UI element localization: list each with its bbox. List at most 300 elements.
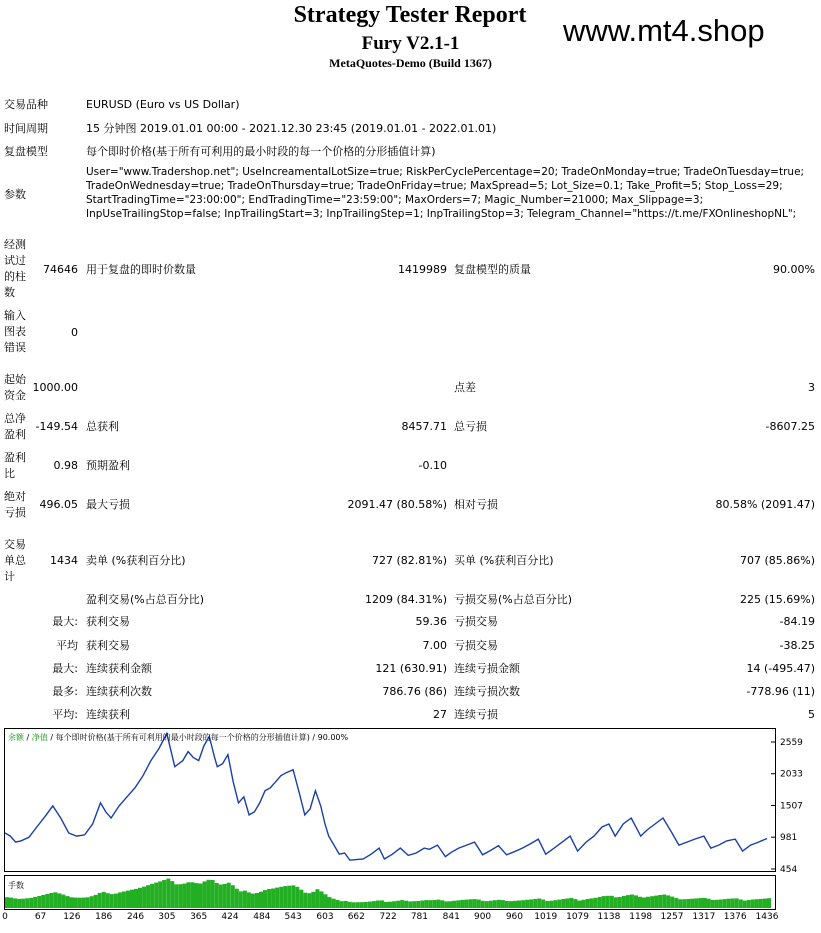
volume-bar [396,901,400,908]
volume-bar [299,890,303,908]
x-tick-label: 722 [379,912,397,922]
volume-bar [49,893,53,908]
volume-bar [432,900,436,908]
volume-bar [743,901,747,908]
y-tick-label: 981 [780,833,798,844]
volume-bar [727,899,731,908]
volume-bar [731,899,735,909]
symbol-label: 交易品种 [4,98,48,111]
volume-bar [428,900,432,908]
volume-bar [25,898,29,908]
volume-bar [630,895,634,909]
volume-bar [118,892,122,908]
row-value-right: -84.19 [779,615,815,628]
params-line: User="www.Tradershop.net"; UseIncreamentalLotSize=true; RiskPerCyclePercentage=20; TradeOnMonday=true; TradeOnTuesday=true; [86,166,805,178]
x-tick-label: 305 [158,912,176,922]
row-value-left: 7.00 [422,639,447,652]
grossprofit-label: 总获利 [86,420,119,433]
x-tick-label: 960 [505,912,524,922]
volume-bar [711,900,715,908]
volume-bar [586,899,590,908]
volume-bar [622,896,626,908]
volume-bar [126,891,130,908]
spread-value: 3 [808,381,815,394]
report-title: Strategy Tester Report [293,2,527,28]
volume-bar [134,889,138,908]
volume-bar [102,892,106,908]
volume-bar [41,895,45,908]
volume-bar [311,892,315,908]
x-tick-label: 0 [2,912,8,922]
bars-label: 经测试过的柱数 [4,238,26,299]
x-axis-ticks [2,912,779,922]
x-tick-label: 781 [410,912,429,922]
volume-bar [251,894,255,908]
volume-bar [267,889,271,908]
volume-bar [489,901,493,908]
volume-bar [654,896,658,908]
volume-bar [565,899,569,909]
balance-chart [4,728,819,922]
row-value-left: 786.76 (86) [382,685,447,698]
row-value-right: -778.96 (11) [746,685,815,698]
volume-bar [74,898,78,908]
volume-bar [594,898,598,908]
x-tick-label: 900 [473,912,492,922]
volume-bar [541,900,545,909]
volume-bar [110,894,114,908]
volume-bar [420,901,424,909]
row-value-right: 14 (-495.47) [746,662,815,675]
ticks-value: 1419989 [398,263,447,276]
row-value-right: 5 [808,708,815,721]
volume-bar [263,890,267,908]
payoff-value: -0.10 [418,459,447,472]
volume-bar [767,898,771,908]
volume-bar [497,900,501,908]
volume-bar [505,901,509,908]
y-tick-label: 2033 [780,769,803,780]
volume-bar [53,892,57,908]
row-label-left: 连续获利次数 [86,685,152,698]
volume-bar [457,900,461,908]
params-line: StartTradingTime="23:00:00"; EndTradingTime="23:59:00"; MaxOrders=7; Magic_Number=21000; Max_Slippage=3; [86,194,704,206]
volume-bar [174,884,178,908]
volume-bar [670,897,674,908]
maxdd-label: 最大亏损 [86,498,130,511]
volume-bar [9,898,13,908]
quality-value: 90.00% [773,263,815,276]
x-tick-label: 484 [253,912,271,922]
volume-bar [658,895,662,908]
row-prefix: 最多: [52,685,78,698]
volume-bar [537,899,541,909]
trades-value: 1434 [50,554,78,567]
volume-bar [211,880,215,908]
row-label-right: 连续亏损 [454,708,498,721]
volume-bar [114,894,118,908]
netprofit-label: 总净盈利 [4,412,26,441]
x-tick-label: 246 [126,912,145,922]
volume-bar [21,899,25,908]
volume-bar [440,900,444,908]
volume-bar [98,893,102,908]
row-value-left: 27 [433,708,447,721]
volume-bar [634,895,638,908]
volume-bar [445,901,449,908]
trades-label: 交易单总计 [4,538,26,583]
row-label-left: 获利交易 [86,615,130,628]
volume-bar [303,893,307,908]
volume-bar [195,883,199,908]
volume-bar [352,902,356,908]
volume-bar [376,901,380,909]
volume-bar [61,895,65,908]
volume-bar [561,899,565,908]
period-label: 时间周期 [4,122,48,135]
volume-bar [509,901,513,908]
spread-label: 点差 [454,381,476,394]
volume-bar [400,900,404,908]
volume-bar [271,889,275,909]
volume-bar [682,899,686,908]
profit-trades-value: 1209 (84.31%) [364,593,447,606]
volume-bar [513,901,517,908]
symbol-value: EURUSD (Euro vs US Dollar) [86,98,240,111]
volume-bar [33,897,37,908]
volume-bar [614,897,618,908]
volume-bar [307,893,311,908]
volume-bar [388,902,392,908]
volume-bar [70,897,74,908]
volume-bar [461,900,465,908]
volume-bar [703,898,707,908]
volume-bar [707,899,711,908]
volume-bar [182,884,186,908]
volume-bar [356,902,360,908]
volume-bar [521,900,525,908]
volume-bar [453,901,457,908]
volume-bar [5,897,9,908]
volume-bar [138,888,142,908]
volume-bar [231,885,235,908]
volume-bar [666,895,670,908]
loss-trades-value: 225 (15.69%) [739,593,815,606]
volume-bar [215,883,219,908]
x-tick-label: 186 [95,912,113,922]
volume-bar [662,895,666,909]
x-tick-label: 841 [442,912,460,922]
volume-bar [191,882,195,908]
volume-bar [239,891,243,908]
volume-bar [719,900,723,909]
volume-bar [416,901,420,908]
params-line: TradeOnWednesday=true; TradeOnThursday=true; TradeOnFriday=true; MaxSpread=5; Lot_Size=0.1; Take_Profit=5; Stop_Loss=29; [86,180,783,192]
expert-name: Fury V2.1-1 [361,33,460,54]
watermark-text: www.mt4.shop [563,13,765,48]
volume-bar [178,884,182,908]
errors-value: 0 [71,326,78,339]
volume-bar [130,890,134,908]
volume-bar [340,901,344,908]
volume-bar [320,891,324,908]
legend-rest: / 每个即时价格(基于所有可利用的最小时段的每一个价格的分形插值计算) / 90.00% [50,733,349,742]
volume-bar [715,900,719,908]
grossprofit-value: 8457.71 [401,420,447,433]
volume-bar [408,901,412,908]
row-label-right: 亏损交易 [454,615,498,628]
volume-bar [223,884,227,908]
volume-bar [690,899,694,908]
volume-bar [501,900,505,908]
volume-bar [82,898,86,908]
x-tick-label: 1019 [534,912,558,922]
row-prefix: 最大: [52,615,78,628]
volume-bar [384,902,388,908]
volume-bar [94,895,98,908]
volume-bar [86,897,90,908]
volume-bar [436,900,440,908]
volume-label: 手数 [8,881,24,890]
x-tick-label: 424 [221,912,239,922]
volume-bar [287,886,291,908]
chart-frame [5,729,776,872]
volume-bar [57,893,61,908]
loss-trades-label: 亏损交易(%占总百分比) [454,593,573,606]
volume-bar [549,901,553,908]
volume-bar [525,900,529,908]
volume-bar [154,883,158,908]
y-tick-label: 1507 [780,801,803,812]
volume-bar [465,900,469,908]
x-tick-label: 543 [284,912,302,922]
row-value-right: -38.25 [779,639,815,652]
period-value: 15 分钟图 2019.01.01 00:00 - 2021.12.30 23:45 (2019.01.01 - 2022.01.01) [86,122,497,135]
volume-bar [283,886,287,908]
x-tick-label: 1079 [566,912,590,922]
volume-bar [219,885,223,909]
deposit-value: 1000.00 [32,381,78,394]
volume-bar [553,900,557,908]
x-tick-label: 662 [347,912,365,922]
payoff-label: 预期盈利 [86,459,130,472]
quality-label: 复盘模型的质量 [454,263,531,276]
volume-bar [626,895,630,908]
volume-bar [29,898,33,908]
errors-label: 输入图表错误 [4,309,26,354]
volume-bar [106,893,110,908]
row-label-left: 获利交易 [86,639,130,652]
maxdd-value: 2091.47 (80.58%) [347,498,447,511]
volume-bar [735,898,739,908]
model-label: 复盘模型 [4,145,48,158]
volume-bar [324,894,328,908]
volume-bar [332,899,336,908]
volume-bar [392,901,396,908]
x-tick-label: 1198 [629,912,653,922]
volume-bar [449,901,453,908]
volume-bar [650,896,654,908]
volume-bar [348,902,352,908]
volume-bar [424,900,428,908]
volume-bar [694,898,698,908]
legend-balance: 余额 [8,733,24,742]
volume-bar [203,881,207,908]
x-tick-label: 1436 [755,912,779,922]
volume-bar [162,880,166,908]
x-tick-label: 365 [190,912,208,922]
volume-bar [517,901,521,909]
volume-bar [235,889,239,908]
short-label: 卖单 (%获利百分比) [86,554,186,567]
ticks-label: 用于复盘的即时价数量 [86,263,196,276]
long-label: 买单 (%获利百分比) [454,554,554,567]
bars-value: 74646 [43,263,78,276]
volume-bar [328,897,332,908]
build-info: MetaQuotes-Demo (Build 1367) [329,56,492,70]
y-tick-label: 2559 [780,738,803,748]
long-value: 707 (85.86%) [739,554,815,567]
volume-bar [578,901,582,908]
row-prefix: 平均 [56,639,78,652]
params-block [86,165,804,221]
volume-bar [598,897,602,908]
volume-bar [686,899,690,908]
volume-bar [166,879,170,908]
legend-equity: 净值 [31,733,48,742]
volume-bar [557,900,561,908]
volume-bar [170,881,174,908]
x-tick-label: 67 [34,912,47,922]
volume-bar [336,900,340,908]
row-label-right: 连续亏损金额 [454,662,520,675]
volume-bar [699,898,703,908]
volume-bar [638,897,642,908]
volume-bar [755,899,759,908]
volume-bar [158,881,162,908]
volume-bar [360,902,364,908]
volume-bar [602,896,606,908]
volume-bar [485,901,489,908]
volume-bar [291,885,295,908]
profit-trades-label: 盈利交易(%占总百分比) [86,593,205,606]
volume-bar [146,885,150,908]
y-tick-label: 454 [780,865,798,875]
netprofit-value: -149.54 [35,420,78,433]
row-prefix: 平均: [52,708,78,721]
volume-bar [279,887,283,908]
volume-bar [412,901,416,908]
volume-bar [545,901,549,908]
volume-bar [747,900,751,908]
x-tick-label: 1376 [723,912,747,922]
row-label-left: 连续获利 [86,708,130,721]
absdd-label: 绝对亏损 [4,490,26,519]
volume-bar [66,896,70,908]
volume-bar [259,892,263,908]
volume-bar [574,899,578,908]
row-label-right: 亏损交易 [454,639,498,652]
volume-bar [678,899,682,908]
volume-bar [481,901,485,908]
x-tick-label: 1257 [660,912,684,922]
volume-bar [529,899,533,908]
short-value: 727 (82.81%) [371,554,447,567]
volume-bar [569,898,573,908]
volume-bar [207,880,211,908]
volume-bar [186,882,190,908]
row-value-left: 121 (630.91) [375,662,447,675]
volume-bar [364,902,368,908]
deposit-label: 起始资金 [4,373,26,402]
volume-bar [275,888,279,908]
grossloss-label: 总亏损 [454,420,487,433]
volume-bar [723,899,727,908]
volume-bar [37,896,41,908]
volume-bar [45,894,49,908]
params-label: 参数 [4,188,26,201]
volume-bar [372,901,376,908]
volume-bar [610,896,614,908]
volume-bar [646,897,650,908]
volume-bar [227,883,231,908]
pf-label: 盈利比 [4,451,26,480]
volume-bar [150,884,154,908]
volume-bar [606,896,610,908]
volume-bar [122,892,126,909]
reldd-value: 80.58% (2091.47) [715,498,815,511]
volume-bar [477,900,481,909]
volume-bar [295,887,299,908]
volume-bar [763,899,767,908]
volume-bar [380,900,384,908]
row-value-left: 59.36 [415,615,447,628]
volume-bar [473,899,477,908]
row-label-right: 连续亏损次数 [454,685,520,698]
volume-bar [315,889,319,908]
volume-bar [674,898,678,908]
row-prefix: 最大: [52,662,78,675]
volume-bar [493,900,497,908]
reldd-label: 相对亏损 [454,498,498,511]
volume-bar [247,892,251,908]
params-line: InpUseTrailingStop=false; InpTrailingStart=3; InpTrailingStep=1; InpTrailingStop=3; Telegram_Channel="https://t.me/FXOnlineshopNL"; [86,208,797,220]
x-tick-label: 126 [63,912,81,922]
volume-bar [255,893,259,908]
volume-bar [368,902,372,908]
row-label-left: 连续获利金额 [86,662,152,675]
x-tick-label: 603 [316,912,334,922]
absdd-value: 496.05 [39,498,78,511]
volume-bar [739,900,743,909]
volume-bar [243,891,247,908]
volume-bar [618,897,622,908]
volume-bar [533,899,537,908]
volume-bar [142,887,146,908]
chart-legend: 余额 / 净值 / 每个即时价格(基于所有可利用的最小时段的每一个价格的分形插值计算) / 90.00% [8,733,349,742]
volume-bar [590,898,594,908]
x-tick-label: 1317 [692,912,716,922]
volume-bar [13,898,17,908]
volume-bar [78,898,82,908]
pf-value: 0.98 [53,459,78,472]
volume-bar [469,899,473,908]
volume-bar [17,899,21,908]
volume-bar [582,900,586,908]
volume-bar [344,901,348,908]
volume-bar [751,900,755,909]
model-value: 每个即时价格(基于所有可利用的最小时段的每一个价格的分形插值计算) [86,145,436,158]
